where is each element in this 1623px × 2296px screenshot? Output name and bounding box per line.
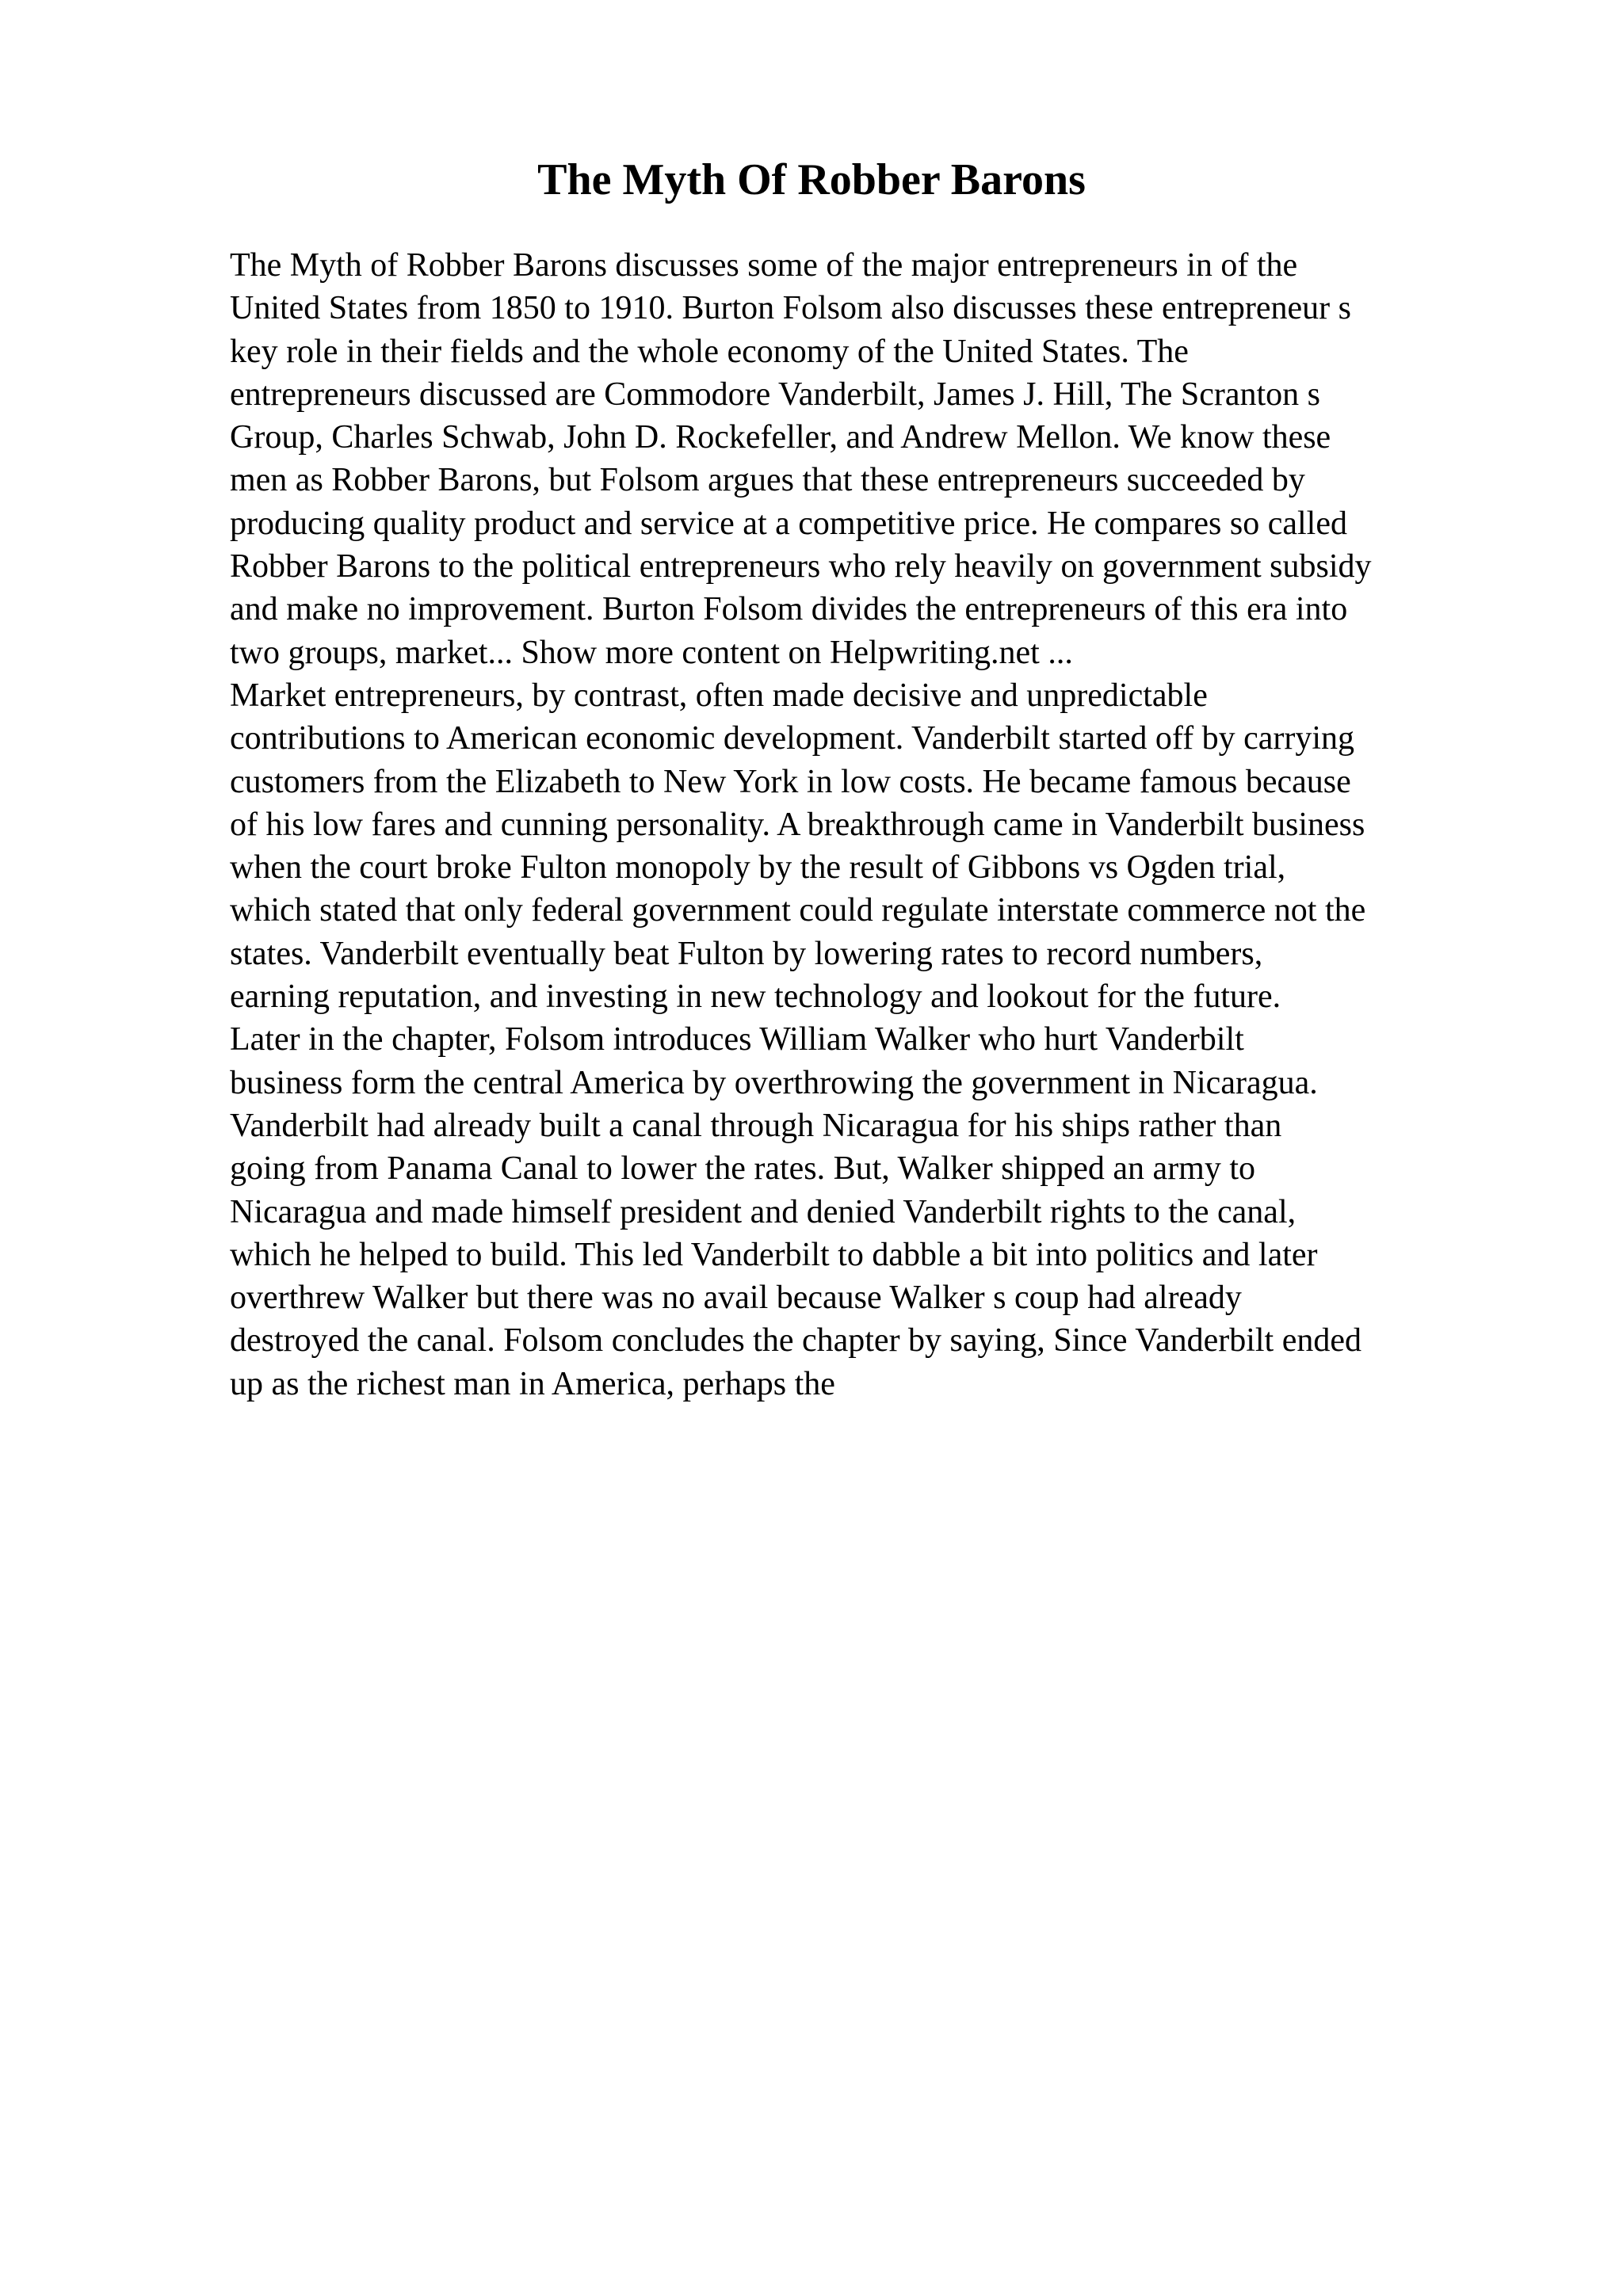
document-title: The Myth Of Robber Barons: [537, 155, 1086, 204]
body-line: Nicaragua and made himself president and denied Vanderbilt rights to the canal,: [230, 1193, 1296, 1230]
body-line: of his low fares and cunning personality. A breakthrough came in Vanderbilt business: [230, 806, 1365, 843]
body-line: entrepreneurs discussed are Commodore Vanderbilt, James J. Hill, The Scranton s: [230, 376, 1320, 413]
body-line: overthrew Walker but there was no avail because Walker s coup had already: [230, 1280, 1242, 1317]
body-line: business form the central America by overthrowing the government in Nicaragua.: [230, 1064, 1318, 1101]
body-line: The Myth of Robber Barons discusses some of the major entrepreneurs in of the: [230, 247, 1298, 284]
body-line: earning reputation, and investing in new technology and lookout for the future.: [230, 978, 1281, 1016]
body-line: key role in their fields and the whole economy of the United States. The: [230, 333, 1189, 370]
body-line: when the court broke Fulton monopoly by the result of Gibbons vs Ogden trial,: [230, 849, 1286, 887]
body-line: states. Vanderbilt eventually beat Fulton by lowering rates to record numbers,: [230, 935, 1263, 972]
body-line: Later in the chapter, Folsom introduces William Walker who hurt Vanderbilt: [230, 1021, 1244, 1058]
body-line: going from Panama Canal to lower the rates. But, Walker shipped an army to: [230, 1150, 1256, 1188]
document-body: [230, 244, 1529, 1405]
body-line: Vanderbilt had already built a canal through Nicaragua for his ships rather than: [230, 1107, 1282, 1144]
body-line: destroyed the canal. Folsom concludes the chapter by saying, Since Vanderbilt ended: [230, 1322, 1361, 1360]
body-line: up as the richest man in America, perhaps the: [230, 1365, 835, 1402]
body-line: Group, Charles Schwab, John D. Rockefeller, and Andrew Mellon. We know these: [230, 419, 1331, 456]
body-line: Market entrepreneurs, by contrast, often made decisive and unpredictable: [230, 677, 1208, 714]
body-line: United States from 1850 to 1910. Burton Folsom also discusses these entrepreneur s: [230, 290, 1351, 327]
body-line: men as Robber Barons, but Folsom argues that these entrepreneurs succeeded by: [230, 462, 1305, 499]
body-line: and make no improvement. Burton Folsom divides the entrepreneurs of this era into: [230, 591, 1348, 628]
body-line: Robber Barons to the political entrepreneurs who rely heavily on government subsidy: [230, 548, 1372, 585]
body-line: which stated that only federal government could regulate interstate commerce not the: [230, 892, 1366, 929]
body-line: two groups, market... Show more content on Helpwriting.net ...: [230, 634, 1073, 671]
body-line: contributions to American economic development. Vanderbilt started off by carrying: [230, 720, 1355, 757]
body-line: producing quality product and service at a competitive price. He compares so called: [230, 505, 1347, 542]
body-line: customers from the Elizabeth to New York in low costs. He became famous because: [230, 763, 1351, 800]
body-line: which he helped to build. This led Vanderbilt to dabble a bit into politics and later: [230, 1236, 1318, 1273]
